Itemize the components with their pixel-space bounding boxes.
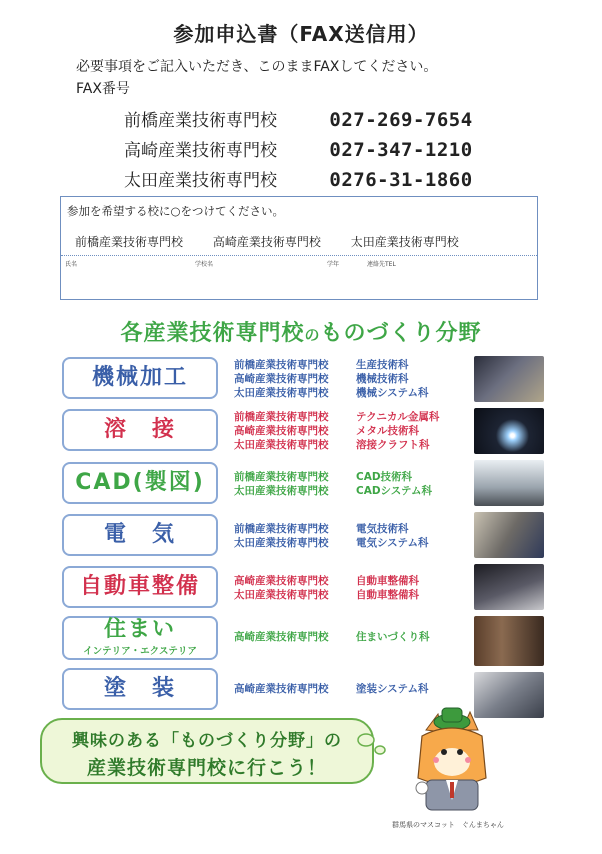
fax-school: 前橋産業技術専門校 [124,111,277,131]
course-list: 高崎産業技術専門校 自動車整備科 太田産業技術専門校 自動車整備科 [234,575,419,601]
course-list: 前橋産業技術専門校 CAD技術科 太田産業技術専門校 CADシステム科 [234,471,432,497]
grade-field-label[interactable]: 学年 [327,261,340,268]
school-choice: 太田産業技術専門校 [350,235,459,249]
mascot-icon [386,700,506,818]
fax-school: 太田産業技術専門校 [124,171,277,191]
welding-photo [474,408,544,454]
speech-bubble: 興味のある「ものづくり分野」の 産業技術専門校に行こう！ [40,718,374,784]
school-choice[interactable]: 前橋産業技術専門校 [75,235,184,249]
tel-field-label[interactable]: 連絡先TEL [367,261,396,268]
fax-row [124,166,473,192]
section-title: 各産業技術専門校のものづくり分野 [120,321,482,346]
school-choice[interactable]: 高崎産業技術専門校 [212,235,321,249]
course-list: 前橋産業技術専門校 テクニカル金属科 高崎産業技術専門校 メタル技術科 太田産業技術専門校 溶接クラフト科 [234,411,440,451]
course-list: 高崎産業技術専門校 住まいづくり科 [234,631,430,643]
instruction-text: 必要事項をご記入いただき、このままFAXしてください。 [76,59,438,75]
course-list: 高崎産業技術専門校 塗装システム科 [234,683,429,695]
field-machining: 機械加工 [62,357,218,399]
fax-row [124,136,473,162]
course-list: 前橋産業技術専門校 生産技術科 高崎産業技術専門校 機械技術科 太田産業技術専門校 機械システム科 [234,359,429,399]
fax-number: 027-347-1210 [329,139,473,161]
form-divider [61,255,537,256]
field-cad: CAD(製図) [62,462,218,504]
name-field-label[interactable]: 氏名 [65,261,78,268]
fax-school: 高崎産業技術専門校 [124,141,277,161]
housing-photo [474,616,544,666]
auto-repair-photo [474,564,544,610]
field-painting: 塗 装 [62,668,218,710]
school-field-label[interactable]: 学校名 [195,261,214,268]
field-welding: 溶 接 [62,409,218,451]
field-electric: 電 気 [62,514,218,556]
application-form [60,196,538,300]
machining-photo [474,356,544,402]
fax-number: 0276-31-1860 [329,169,473,191]
fax-number: 027-269-7654 [329,109,473,131]
field-auto-repair: 自動車整備 [62,566,218,608]
cad-photo [474,460,544,506]
school-choices [75,233,485,250]
course-list: 前橋産業技術専門校 電気技術科 太田産業技術専門校 電気システム科 [234,523,429,549]
page-title: 参加申込書（FAX送信用） [173,22,429,46]
field-housing: 住まい インテリア・エクステリア [62,616,218,660]
fax-label: FAX番号 [76,81,130,97]
mascot-caption: 群馬県のマスコット ぐんまちゃん [392,821,504,829]
electric-photo [474,512,544,558]
fax-row [124,106,473,132]
form-instruction: 参加を希望する校に○をつけてください。 [67,204,285,218]
